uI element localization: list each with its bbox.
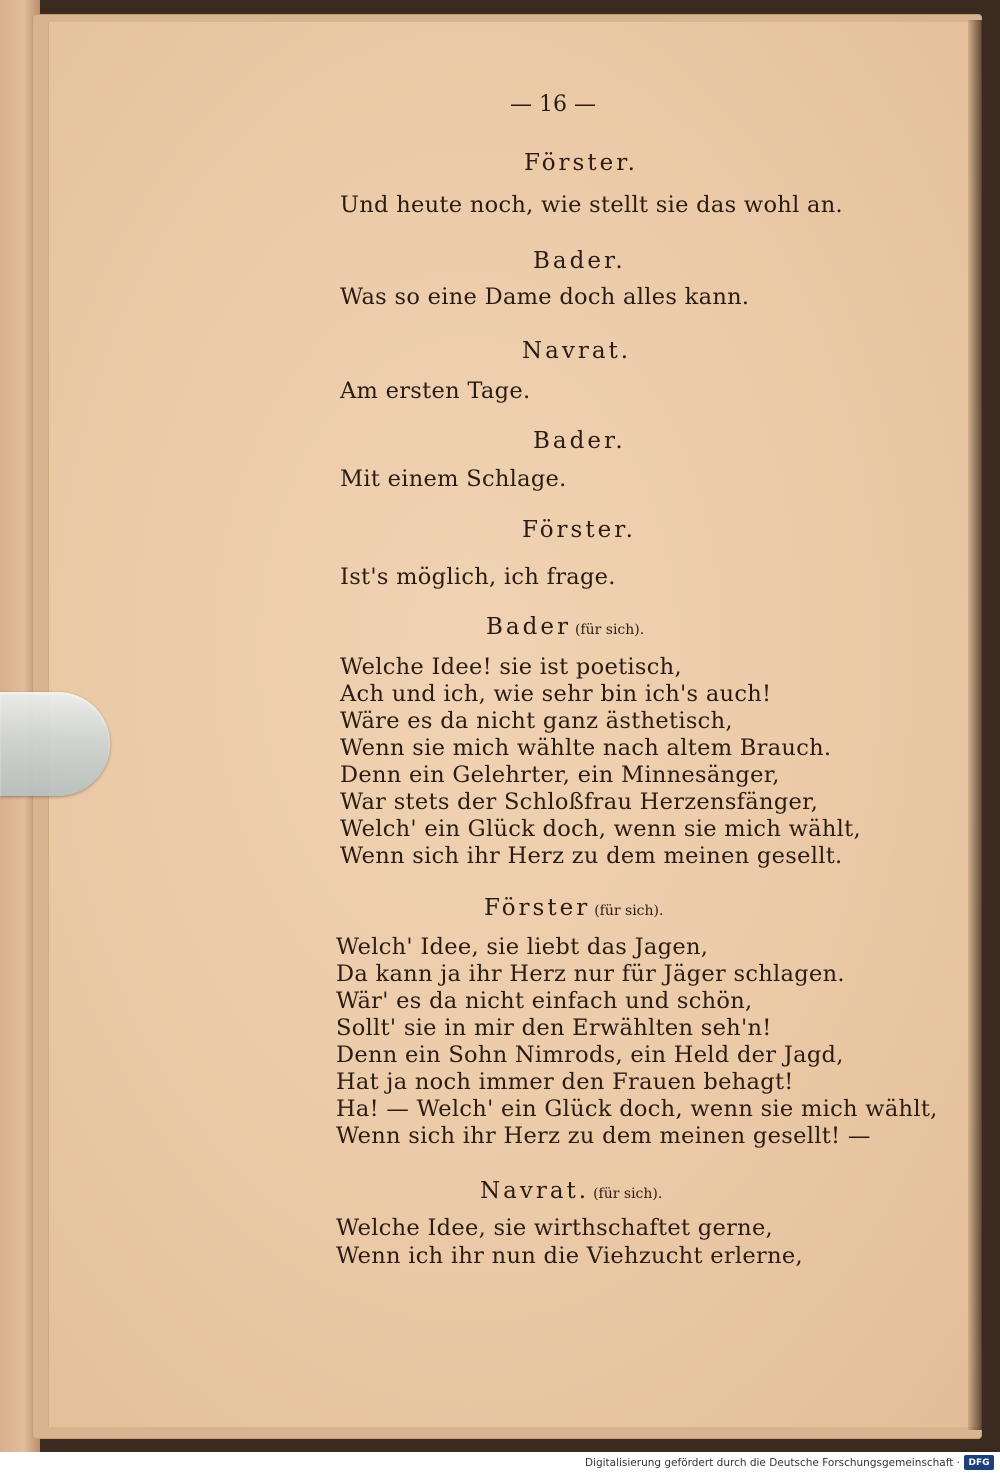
footer-credit: Digitalisierung gefördert durch die Deutsche Forschungsgemeinschaft · [584, 1457, 960, 1469]
verse-line: Welche Idee! sie ist poetisch, [340, 654, 682, 680]
verse-line: Ach und ich, wie sehr bin ich's auch! [340, 681, 772, 707]
verse-line: Welch' Idee, sie liebt das Jagen, [336, 934, 709, 960]
speaker-name: Förster. [524, 150, 638, 176]
speaker-heading [480, 1178, 662, 1204]
verse-line: War stets der Schloßfrau Herzensfänger, [340, 789, 819, 815]
verse-line: Welch' ein Glück doch, wenn sie mich wählt, [340, 816, 861, 842]
verse-line: Wenn sich ihr Herz zu dem meinen gesellt! — [336, 1123, 871, 1149]
page-number: — 16 — [510, 92, 596, 117]
verse-line: Denn ein Sohn Nimrods, ein Held der Jagd, [336, 1042, 844, 1068]
verse-line: Welche Idee, sie wirthschaftet gerne, [336, 1215, 774, 1241]
speaker-heading [484, 895, 663, 921]
verse-line: Wenn ich ihr nun die Viehzucht erlerne, [336, 1243, 803, 1269]
verse-line: Sollt' sie in mir den Erwählten seh'n! [336, 1015, 772, 1041]
speaker-name: Bader. [533, 428, 626, 454]
verse-line: Wäre es da nicht ganz ästhetisch, [340, 708, 733, 734]
page-gutter-shadow [968, 20, 982, 1430]
speaker-heading [522, 517, 640, 543]
verse-line: Am ersten Tage. [340, 378, 531, 404]
verse-line: Denn ein Gelehrter, ein Minnesänger, [340, 762, 780, 788]
speaker-heading [533, 248, 630, 274]
verse-line: Da kann ja ihr Herz nur für Jäger schlagen. [336, 961, 845, 987]
speaker-name: Bader [486, 614, 571, 640]
verse-line: Was so eine Dame doch alles kann. [340, 284, 750, 310]
dfg-logo: DFG [964, 1455, 994, 1470]
speaker-heading [533, 428, 630, 454]
stage-direction: (für sich). [574, 622, 645, 638]
verse-line: Und heute noch, wie stellt sie das wohl an. [340, 192, 843, 218]
speaker-heading [524, 150, 642, 176]
speaker-name: Förster. [522, 517, 636, 543]
speaker-name: Navrat. [480, 1178, 590, 1204]
stage-direction: (für sich). [594, 903, 664, 919]
verse-line: Mit einem Schlage. [340, 466, 567, 492]
page-clip [0, 692, 110, 796]
stage-direction: (für sich). [593, 1186, 663, 1202]
verse-line: Wenn sich ihr Herz zu dem meinen gesellt. [340, 843, 843, 869]
speaker-name: Förster [484, 895, 591, 921]
verse-line: Hat ja noch immer den Frauen behagt! [336, 1069, 794, 1095]
speaker-name: Navrat. [522, 338, 632, 364]
speaker-name: Bader. [533, 248, 626, 274]
speaker-heading [522, 338, 635, 364]
verse-line: Ist's möglich, ich frage. [340, 564, 616, 590]
speaker-heading [486, 614, 644, 640]
verse-line: Ha! — Welch' ein Glück doch, wenn sie mich wählt, [336, 1096, 938, 1122]
verse-line: Wär' es da nicht einfach und schön, [336, 988, 753, 1014]
verse-line: Wenn sie mich wählte nach altem Brauch. [340, 735, 832, 761]
